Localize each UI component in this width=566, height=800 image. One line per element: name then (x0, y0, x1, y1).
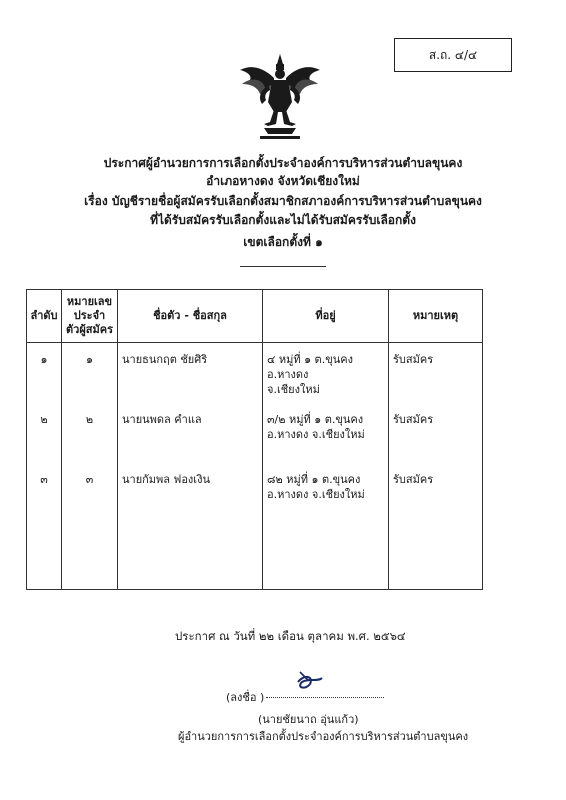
row-number: ๒ (62, 403, 118, 463)
row-order: ๒ (27, 403, 62, 463)
row-remark: รับสมัคร (389, 463, 483, 523)
table-row (27, 403, 483, 463)
header-subject: เรื่อง บัญชีรายชื่อผู้สมัครรับเลือกตั้งสมาชิกสภาองค์การบริหารส่วนตำบลขุนคง (84, 194, 482, 208)
header-remark: หมายเหตุ (389, 290, 483, 343)
signature-line (266, 697, 384, 698)
candidate-table (26, 289, 483, 590)
row-address (263, 343, 389, 404)
document-code-box (394, 38, 512, 72)
header-name: ชื่อตัว - ชื่อสกุล (118, 290, 263, 343)
row-name: นายนพดล คำแล (118, 403, 263, 463)
garuda-emblem-icon (234, 50, 326, 142)
signature-label: (ลงชื่อ ) (226, 691, 265, 704)
header-candidate-number: หมายเลขประจำตัวผู้สมัคร (62, 290, 118, 343)
row-address-line2: จ.เชียงใหม่ (267, 383, 320, 396)
signer-title: ผู้อำนวยการการเลือกตั้งประจำองค์การบริหารส่วนตำบลขุนคง (178, 730, 469, 743)
table-row (27, 343, 483, 404)
header-subject-continued: ที่ได้รับสมัครรับเลือกตั้งและไม่ได้รับสมัครรับเลือกตั้ง (150, 213, 416, 227)
header-order: ลำดับ (27, 290, 62, 343)
row-address (263, 403, 389, 463)
row-name: นายกัมพล ฟองเงิน (118, 463, 263, 523)
row-remark: รับสมัคร (389, 403, 483, 463)
signature-mark-icon (288, 664, 328, 694)
header-divider (240, 266, 326, 267)
header-address: ที่อยู่ (263, 290, 389, 343)
row-number: ๓ (62, 463, 118, 523)
table-header-row (27, 290, 483, 343)
row-address-line1: ๓/๒ หมู่ที่ ๑ ต.ขุนคง (267, 413, 364, 426)
row-order: ๓ (27, 463, 62, 523)
signer-name: (นายชัยนาถ อุ่นแก้ว) (258, 713, 359, 726)
row-remark: รับสมัคร (389, 343, 483, 404)
table-row (27, 463, 483, 523)
announcement-date: ประกาศ ณ วันที่ ๒๒ เดือน ตุลาคม พ.ศ. ๒๕๖๔ (175, 629, 406, 643)
row-address-line1: ๔ หมู่ที่ ๑ ต.ขุนคง อ.หางดง (267, 353, 353, 381)
row-address-line1: ๘๒ หมู่ที่ ๑ ต.ขุนคง (267, 473, 361, 486)
row-address-line2: อ.หางดง จ.เชียงใหม่ (267, 488, 365, 501)
document-code: ส.ถ. ๔/๔ (428, 47, 478, 62)
row-address (263, 463, 389, 523)
row-order: ๑ (27, 343, 62, 404)
row-name: นายธนกฤต ชัยศิริ (118, 343, 263, 404)
row-number: ๑ (62, 343, 118, 404)
table-blank-row (27, 523, 483, 590)
row-address-line2: อ.หางดง จ.เชียงใหม่ (267, 428, 365, 441)
header-title: ประกาศผู้อำนวยการการเลือกตั้งประจำองค์การบริหารส่วนตำบลขุนคง (103, 156, 463, 170)
header-district: อำเภอหางดง จังหวัดเชียงใหม่ (206, 174, 360, 188)
header-constituency: เขตเลือกตั้งที่ ๑ (243, 235, 323, 249)
